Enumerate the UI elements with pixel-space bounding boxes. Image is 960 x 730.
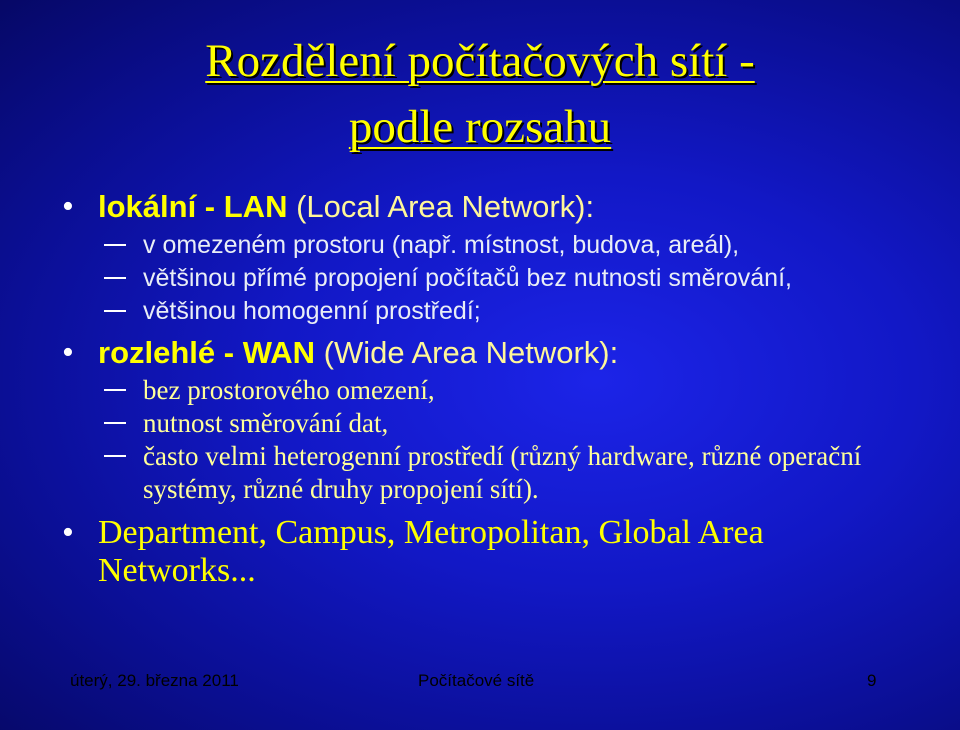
dash-marker — [104, 310, 126, 312]
sub-item-text: nutnost směrování dat, — [143, 408, 389, 438]
sub-item — [0, 374, 960, 407]
footer-date: úterý, 29. března 2011 — [70, 671, 239, 690]
dash-marker — [104, 422, 126, 424]
slide-footer — [0, 671, 960, 697]
bullet-lan-desc: (Local Area Network): — [287, 189, 595, 224]
footer-page-number: 9 — [867, 671, 877, 690]
bullet-wan-desc: (Wide Area Network): — [315, 335, 619, 370]
sub-item-text: bez prostorového omezení, — [143, 375, 435, 405]
bullet-lan-term: lokální - LAN — [98, 189, 288, 224]
sub-item-text: většinou přímé propojení počítačů bez nutnosti směrování, — [143, 264, 792, 292]
bullet-wan — [0, 336, 960, 370]
bullet-marker: • — [62, 514, 74, 551]
bullet-other-text: Department, Campus, Metropolitan, Global Area Networks... — [98, 514, 764, 589]
dash-marker — [104, 277, 126, 279]
sub-item-text: v omezeném prostoru (např. místnost, budova, areál), — [143, 231, 740, 259]
sub-item — [0, 295, 960, 328]
bullet-lan — [0, 190, 960, 224]
bullet-wan-term: rozlehlé - WAN — [98, 335, 316, 370]
bullet-marker: • — [62, 334, 74, 371]
dash-marker — [104, 244, 126, 246]
title-line-1: Rozdělení počítačových sítí - — [205, 35, 755, 87]
slide-content — [0, 190, 960, 590]
footer-course: Počítačové sítě — [418, 671, 535, 690]
slide-title — [0, 28, 960, 160]
sub-item-text: často velmi heterogenní prostředí (různý hardware, různé operační systémy, různé druhy propojení sítí). — [143, 441, 862, 504]
sub-item-text: většinou homogenní prostředí; — [143, 297, 481, 325]
sub-item — [0, 440, 960, 506]
dash-marker — [104, 389, 126, 391]
title-line-2: podle rozsahu — [348, 101, 612, 153]
bullet-marker: • — [62, 188, 74, 225]
sub-item — [0, 229, 960, 262]
bullet-other-networks — [0, 514, 960, 590]
dash-marker — [104, 455, 126, 457]
sub-item — [0, 407, 960, 440]
sub-item — [0, 262, 960, 295]
